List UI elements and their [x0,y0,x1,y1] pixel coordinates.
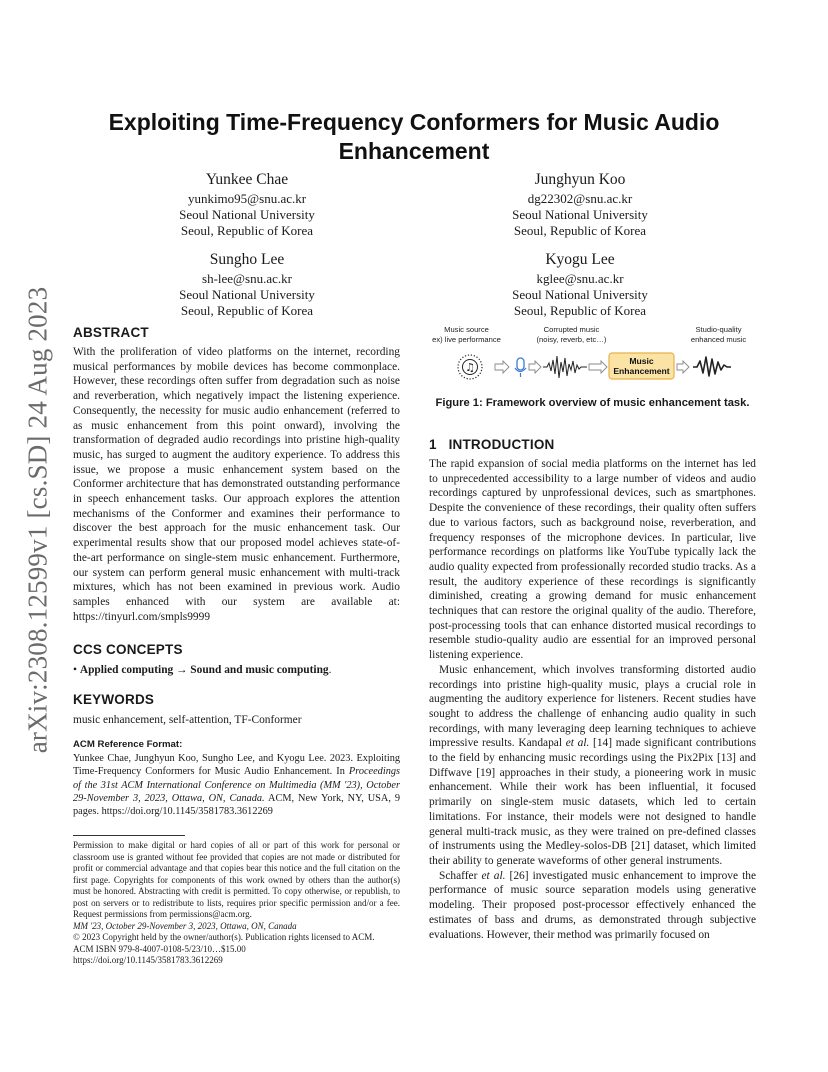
author-name: Kyogu Lee [545,251,615,268]
arrow-icon [495,361,509,373]
author-affiliation: Seoul National University [179,287,315,302]
reference-tail: ACM, New York, NY, USA, 9 pages. https://doi.org/10.1145/3581783.3612269 [73,792,400,818]
ccs-section [73,642,400,678]
arxiv-sidebar [18,280,58,760]
acm-reference [73,739,400,818]
arrow-icon [529,361,541,373]
enhancement-box-line1: Music [629,356,654,366]
permission-text: Permission to make digital or hard copies of all or part of this work for personal or classroom use is granted without fee provided that copies are not made or distributed for profit or commercial advantage and that copies bear this notice and the full citation on the first page. Copyrights for components of this work owned by others than the author(s) must be honored. Abstracting with credit is permitted. To copy otherwise, or republish, to post on servers or to redistribute to lists, requires prior specific permission and/or a fee. Request permissions from permissions@acm.org. [73,840,400,919]
label-output-line1: Studio-quality [695,325,742,334]
music-source-icon [458,355,482,379]
permission-doi: https://doi.org/10.1145/3581783.3612269 [73,955,223,965]
enhancement-box-line2: Enhancement [613,366,670,376]
author-affiliation: Seoul National University [512,207,648,222]
author-name: Junghyun Koo [534,171,626,188]
author-location: Seoul, Republic of Korea [513,223,647,238]
author-email: yunkimo95@snu.ac.kr [187,191,307,206]
figure-1 [429,318,756,390]
intro-paragraph-2 [429,663,756,869]
label-source-line2: ex) live performance [432,334,501,344]
introduction-section [429,437,756,942]
section-number: 1 [429,437,437,452]
permission-isbn: ACM ISBN 979-8-4007-0108-5/23/10…$15.00 [73,943,246,954]
section-title: INTRODUCTION [448,437,555,452]
svg-text:♫: ♫ [465,361,475,374]
ccs-item: Applied computing → Sound and music computing [79,664,329,676]
author-name: Yunkee Chae [205,171,289,188]
figure-diagram [429,318,756,390]
author-block [455,170,705,239]
author-name: Sungho Lee [209,251,285,268]
author-location: Seoul, Republic of Korea [180,303,314,318]
ccs-heading: CCS CONCEPTS [73,642,183,657]
abstract-heading: ABSTRACT [73,325,149,340]
reference-heading: ACM Reference Format: [73,739,183,750]
intro-paragraph-1: The rapid expansion of social media platforms on the internet has led to unprecedented accessibility to a large number of videos and audio recordings captured by unprofessional devices, such as smartphones. Despite the convenience of these recordings, their quality often suffers due to various factors, such as background noise, reverberation, and frequency responses of the microphone devices. In particular, live performance recordings on platforms like YouTube typically lack the audio quality expected from professionally recorded studio tracks. As a result, the auditory experience of these recordings is significantly diminished, creating a growing demand for music enhancement techniques that can restore the original quality of the audio. Therefore, post-processing tools that can enhance distorted musical recordings to resemble studio-quality audio are essential for an improved personal listening experience. [429,458,756,662]
permission-venue: MM '23, October 29-November 3, 2023, Ottawa, ON, Canada [73,920,297,931]
label-source-line1: Music source [444,325,489,334]
reference-italic: Proceedings of the 31st ACM International Conference on Multimedia (MM '23), October 29-November 3, 2023, Ottawa, ON, Canada. [73,766,400,804]
p3-text-b: [26] investigated music enhancement to improve the performance of music source separation models using generative modeling. Their proposed post-processor effectively enhanced the estimates of bass and drums, as demonstrated through subjective evaluations. However, their method was primarily focused on [429,869,756,941]
arrow-icon [677,361,689,373]
enhanced-waveform-icon [693,357,731,376]
author-email: kglee@snu.ac.kr [536,271,624,286]
reference-text [73,752,400,818]
ccs-suffix: . [328,664,332,676]
p3-etal: et al. [481,869,506,882]
p2-text-b: [14] made significant contributions to the field by enhancing music recordings using the Pix2Pix [13] and Diffwave [19] approaches in their study, a pioneering work in music enhancement. While their work has been influential, it focused primarily on single-stem music datasets, which led to certain limitations. For instance, their models were not designed to handle general multi-track music, as they were trained on pre-defined classes of instruments using the Medley-solos-DB [21] dataset, which limited their ability to generate waveforms of other general instruments. [429,737,757,867]
arrow-icon [589,361,607,373]
corrupted-waveform-icon [543,356,587,378]
microphone-icon [515,358,526,377]
introduction-heading [429,437,756,452]
paper-title: Exploiting Time-Frequency Conformers for Music Audio Enhancement [108,109,720,164]
author-block [122,250,372,319]
keywords-heading: KEYWORDS [73,692,155,707]
figure-caption: Figure 1: Framework overview of music enhancement task. [435,397,750,409]
label-corrupted-line1: Corrupted music [543,325,600,334]
footnote-divider [73,835,185,836]
abstract-text: With the proliferation of video platforms on the internet, recording musical performances by mobile devices has become commonplace. However, these recordings often suffer from degradation such as noise and reverberation, which negatively impact the listening experience. Consequently, the necessity for music audio enhancement (referred to as music enhancement from this point onward), involving the transformation of degraded audio recordings into pristine high-quality music, has surged to augment the auditory experience. To address this issue, we propose a music enhancement system based on the Conformer architecture that has demonstrated outstanding performance in speech enhancement tasks. Our approach explores the attention mechanisms of the Conformer and examines their performance to discover the best approach for the music enhancement task. Our experimental results show that our proposed model achieves state-of-the-art performance on single-stem music enhancement. Furthermore, our system can perform general music enhancement with multi-track mixtures, which has not been examined in previous work. Audio samples enhanced with our system are available at: https://tinyurl.com/smpls9999 [73,346,400,623]
intro-paragraph-3 [429,869,756,943]
ccs-concepts [73,663,400,678]
author-affiliation: Seoul National University [512,287,648,302]
reference-plain: Yunkee Chae, Junghyun Koo, Sungho Lee, and Kyogu Lee. 2023. Exploiting Time-Frequency Conformers for Music Audio Enhancement. In [73,753,400,778]
p2-etal: et al. [565,737,590,750]
abstract-section [73,325,400,624]
keywords-section [73,692,400,728]
author-affiliation: Seoul National University [179,207,315,222]
permission-block [73,840,400,967]
label-corrupted-line2: (noisy, reverb, etc…) [536,334,607,344]
author-block [122,170,372,239]
author-location: Seoul, Republic of Korea [180,223,314,238]
keywords-text: music enhancement, self-attention, TF-Conformer [73,714,302,726]
permission-copyright: © 2023 Copyright held by the owner/author(s). Publication rights licensed to ACM. [73,932,375,942]
arxiv-id: arXiv:2308.12599v1 [cs.SD] 24 Aug 2023 [22,286,53,754]
author-email: sh-lee@snu.ac.kr [202,271,292,286]
label-output-line2: enhanced music [690,334,747,344]
author-block [455,250,705,319]
p3-text-a: Schaffer [439,869,482,882]
p2-text-a: Music enhancement, which involves transforming distorted audio recordings into pristine high-quality music, plays a crucial role in augmenting the auditory experience for listeners. Recent studies have sought to address the challenge of enhancing audio quality in such recordings, with many leveraging deep learning techniques to achieve impressive results. Kandapal [429,663,756,750]
author-location: Seoul, Republic of Korea [513,303,647,318]
author-email: dg22302@snu.ac.kr [527,191,633,206]
ccs-bullet: • [73,664,77,676]
